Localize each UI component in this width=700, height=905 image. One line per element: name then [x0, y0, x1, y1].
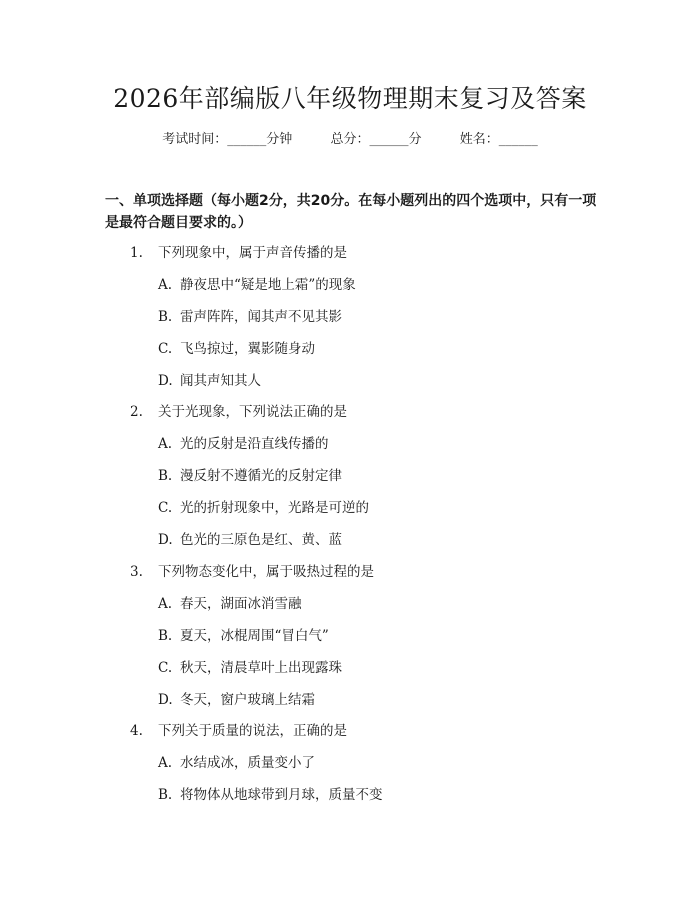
- question-3: [130, 562, 374, 582]
- section-heading: 一、单项选择题（每小题2分，共20分。在每小题列出的四个选项中，只有一项是最符合题目要求的。）: [105, 193, 597, 231]
- option-2d: [158, 530, 342, 550]
- question-text: 关于光现象，下列说法正确的是: [158, 404, 347, 420]
- option-3b: [158, 626, 329, 646]
- option-1d: [158, 371, 261, 391]
- option-letter: D.: [158, 532, 173, 548]
- option-text: 光的反射是沿直线传播的: [180, 436, 329, 452]
- option-letter: A.: [158, 755, 173, 771]
- option-letter: B.: [158, 309, 173, 325]
- option-2b: [158, 466, 342, 486]
- option-text: 将物体从地球带到月球，质量不变: [180, 787, 383, 803]
- option-letter: C.: [158, 660, 173, 676]
- exam-meta: [0, 130, 700, 150]
- question-number: 2.: [130, 404, 143, 420]
- option-letter: C.: [158, 341, 173, 357]
- question-4: [130, 721, 347, 741]
- option-1c: [158, 339, 315, 359]
- question-number: 3.: [130, 564, 143, 580]
- option-text: 春天，湖面冰消雪融: [180, 596, 302, 612]
- question-text: 下列关于质量的说法，正确的是: [158, 723, 347, 739]
- option-3a: [158, 594, 302, 614]
- option-letter: D.: [158, 373, 173, 389]
- option-letter: B.: [158, 628, 173, 644]
- option-letter: B.: [158, 787, 173, 803]
- question-2: [130, 402, 347, 422]
- option-3d: [158, 690, 315, 710]
- option-text: 秋天，清晨草叶上出现露珠: [180, 660, 342, 676]
- option-text: 冬天，窗户玻璃上结霜: [180, 692, 315, 708]
- option-text: 水结成冰，质量变小了: [180, 755, 315, 771]
- option-4b: [158, 785, 383, 805]
- student-name-label: 姓名：______: [459, 132, 538, 147]
- option-letter: C.: [158, 500, 173, 516]
- option-text: 飞鸟掠过，翼影随身动: [180, 341, 315, 357]
- question-text: 下列现象中，属于声音传播的是: [158, 245, 347, 261]
- option-3c: [158, 658, 342, 678]
- option-letter: A.: [158, 277, 173, 293]
- question-number: 1.: [130, 245, 143, 261]
- total-score-label: 总分：______分: [330, 132, 422, 147]
- option-letter: A.: [158, 596, 173, 612]
- option-text: 雷声阵阵，闻其声不见其影: [180, 309, 342, 325]
- option-text: 夏天，冰棍周围“冒白气”: [180, 628, 329, 644]
- option-text: 静夜思中“疑是地上霜”的现象: [180, 277, 356, 293]
- option-2c: [158, 498, 369, 518]
- option-4a: [158, 753, 315, 773]
- option-2a: [158, 434, 329, 454]
- option-letter: D.: [158, 692, 173, 708]
- option-text: 漫反射不遵循光的反射定律: [180, 468, 342, 484]
- question-1: [130, 243, 347, 263]
- page-title: 2026年部编版八年级物理期末复习及答案: [113, 84, 587, 113]
- option-1a: [158, 275, 356, 295]
- option-text: 闻其声知其人: [180, 373, 261, 389]
- option-letter: A.: [158, 436, 173, 452]
- option-letter: B.: [158, 468, 173, 484]
- option-1b: [158, 307, 342, 327]
- option-text: 色光的三原色是红、黄、蓝: [180, 532, 342, 548]
- question-text: 下列物态变化中，属于吸热过程的是: [158, 564, 374, 580]
- exam-time-label: 考试时间：______分钟: [162, 132, 293, 147]
- option-text: 光的折射现象中，光路是可逆的: [180, 500, 369, 516]
- question-number: 4.: [130, 723, 143, 739]
